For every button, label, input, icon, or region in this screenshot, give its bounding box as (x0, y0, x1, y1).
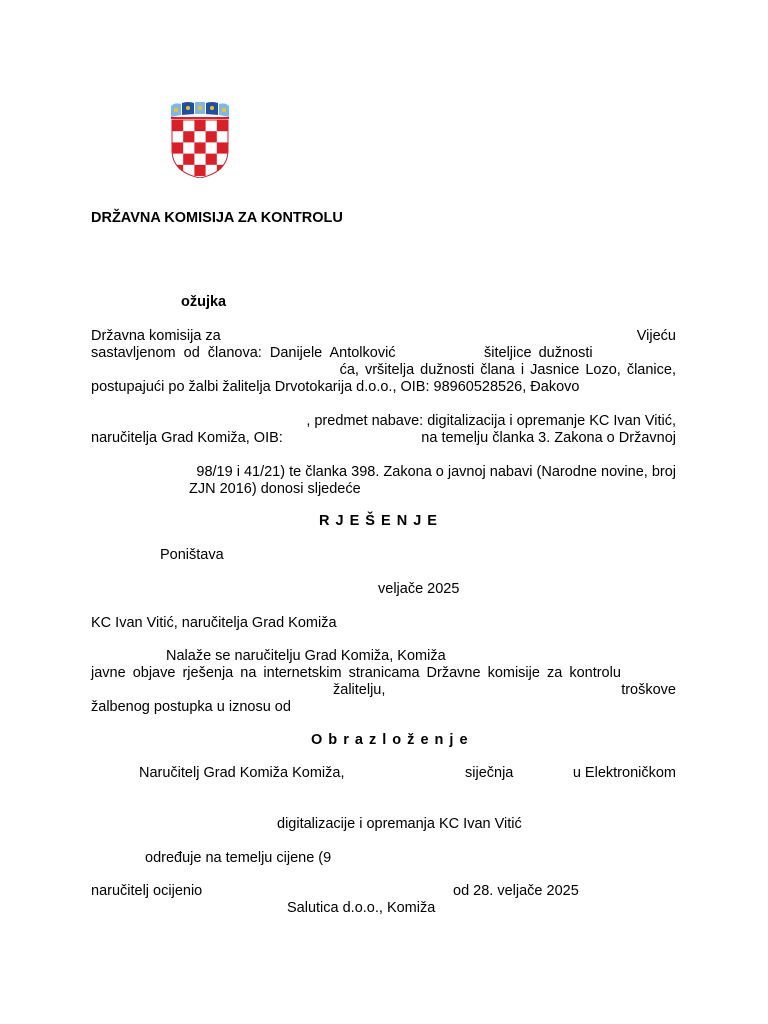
intro-line-8: ZJN 2016) donosi sljedeće (189, 481, 361, 497)
intro-line-5: , predmet nabave: digitalizacija i opremanje KC Ivan Vitić, (306, 413, 676, 429)
rjesenje-line-1: Poništava (160, 547, 224, 563)
date-fragment: ožujka (181, 294, 227, 310)
obrazlozenje-line-5: Salutica d.o.o., Komiža (287, 900, 436, 916)
rjesenje-line-6a: žalitelju, (333, 682, 386, 698)
intro-line-1a: Državna komisija za (91, 328, 221, 344)
obrazlozenje-line-1b: siječnja (465, 765, 514, 781)
rjesenje-line-6b: troškove (621, 682, 676, 698)
obrazlozenje-line-2: digitalizacije i opremanja KC Ivan Vitić (277, 816, 522, 832)
rjesenje-line-5: javne objave rješenja na internetskim stranicama Državne komisije za kontrolu (91, 665, 621, 681)
intro-line-2a: sastavljenom od članova: Danijele Antolković (91, 345, 396, 361)
obrazlozenje-line-4a: naručitelj ocijenio (91, 883, 203, 899)
obrazlozenje-title: O b r a z l o ž e n j e (311, 732, 469, 748)
rjesenje-line-3: KC Ivan Vitić, naručitelja Grad Komiža (91, 615, 337, 631)
commission-heading: DRŽAVNA KOMISIJA ZA KONTROLU (91, 210, 343, 226)
rjesenje-title: R J E Š E N J E (319, 513, 438, 529)
intro-line-1b: Vijeću (636, 328, 676, 344)
rjesenje-line-7: žalbenog postupka u iznosu od (91, 699, 291, 715)
intro-line-6b: na temelju članka 3. Zakona o Državnoj (421, 430, 676, 446)
obrazlozenje-line-3: određuje na temelju cijene (9 (145, 850, 332, 866)
intro-line-2b: šiteljice dužnosti (484, 345, 593, 361)
crown-icon (171, 102, 229, 119)
intro-line-3: ća, vršitelja dužnosti člana i Jasnice Lozo, članice, (339, 362, 676, 378)
rjesenje-line-4: Nalaže se naručitelju Grad Komiža, Komiža (166, 648, 446, 664)
intro-line-6a: naručitelja Grad Komiža, OIB: (91, 430, 283, 446)
coat-of-arms-emblem (168, 102, 232, 178)
intro-line-7: 98/19 i 41/21) te članka 398. Zakona o javnoj nabavi (Narodne novine, broj (196, 464, 676, 480)
obrazlozenje-line-4b: od 28. veljače 2025 (453, 883, 579, 899)
intro-line-4: postupajući po žalbi žalitelja Drvotokarija d.o.o., OIB: 98960528526, Đakovo (91, 379, 580, 395)
rjesenje-line-2: veljače 2025 (378, 581, 460, 597)
obrazlozenje-line-1c: u Elektroničkom (572, 765, 676, 781)
obrazlozenje-line-1a: Naručitelj Grad Komiža Komiža, (139, 765, 345, 781)
